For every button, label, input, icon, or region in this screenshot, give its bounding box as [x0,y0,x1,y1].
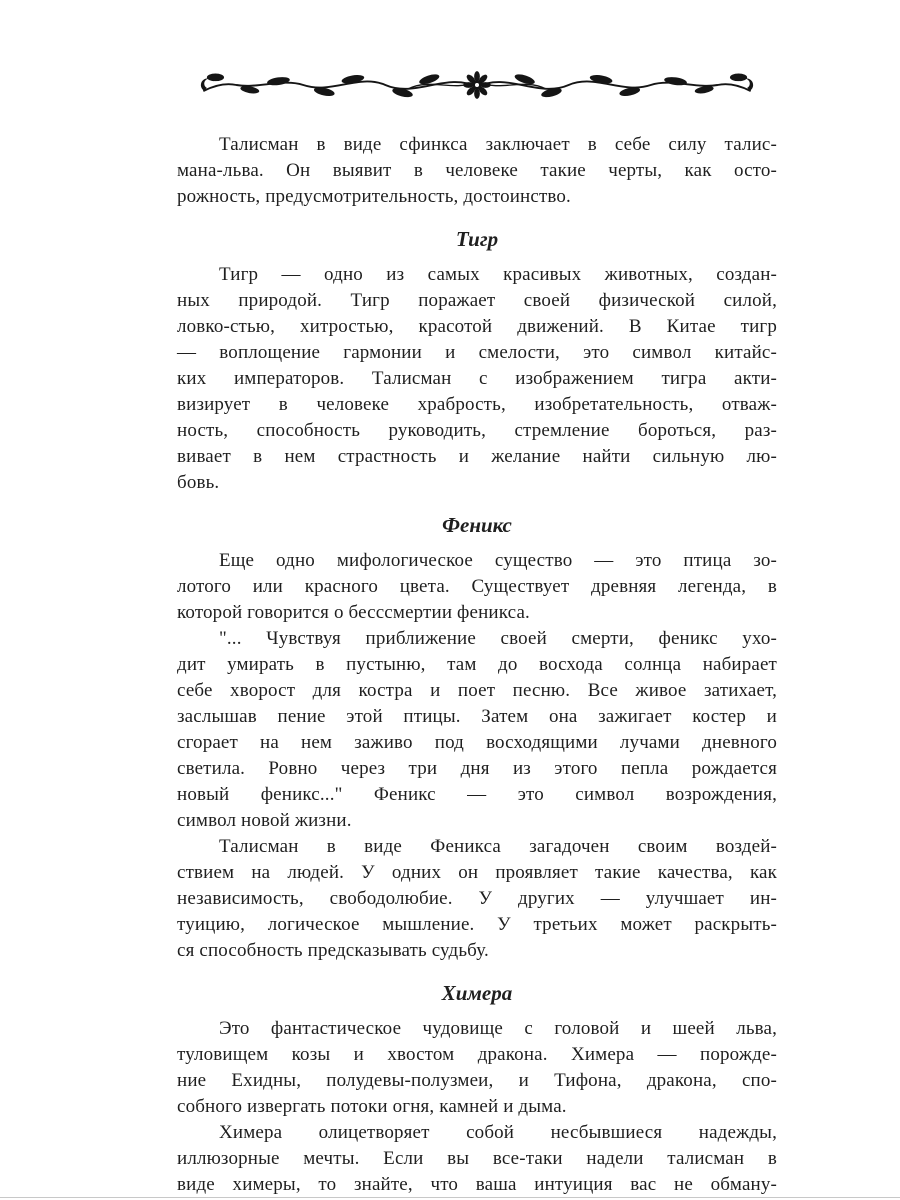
text-line: себе хворост для костра и поет песню. Все живое затихает, [177,680,777,701]
text-line: собного извергать потоки огня, камней и дыма. [177,1096,567,1117]
section-heading: Химера [441,981,513,1005]
text-line: светила. Ровно через три дня из этого пепла рождается [177,758,777,779]
text-line: "... Чувствуя приближение своей смерти, феникс ухо- [219,628,777,649]
text-line: ние Ехидны, полудевы-полузмеи, и Тифона, дракона, спо- [177,1070,777,1091]
paragraph [177,1120,777,1198]
text-line: иллюзорные мечты. Если вы все-таки надели талисман в [177,1148,777,1169]
text-line: ловко-стью, хитростью, красотой движений. В Китае тигр [177,316,777,337]
section-heading: Тигр [455,227,499,251]
text-line: вивает в нем страстность и желание найти сильную лю- [177,446,777,467]
page-edge-line [0,1197,900,1198]
text-line: Еще одно мифологическое существо — это птица зо- [219,550,777,571]
page-body [177,64,777,1198]
text-line: рожность, предусмотрительность, достоинство. [177,186,571,207]
text-line: ных природой. Тигр поражает своей физической силой, [177,290,777,311]
text-line: сгорает на нем заживо под восходящими лучами дневного [177,732,777,753]
text-line: заслышав пение этой птицы. Затем она зажигает костер и [177,706,777,727]
text-line: туловищем козы и хвостом дракона. Химера — порожде- [177,1044,777,1065]
section-heading: Феникс [442,513,512,537]
paragraph [177,548,777,626]
text-line: виде химеры, то знайте, что ваша интуиция вас не обману- [177,1174,777,1195]
text-line: лотого или красного цвета. Существует древняя легенда, в [177,576,777,597]
text-line: Тигр — одно из самых красивых животных, создан- [219,264,777,285]
paragraph [177,132,777,210]
text-line: бовь. [177,472,220,493]
text-line: новый феникс..." Феникс — это символ возрождения, [177,784,777,805]
text-line: ствием на людей. У одних он проявляет такие качества, как [177,862,777,883]
text-line: туицию, логическое мышление. У третьих может раскрыть- [177,914,777,935]
text-line: Это фантастическое чудовище с головой и шеей льва, [219,1018,777,1039]
text-line: мана-льва. Он выявит в человеке такие черты, как осто- [177,160,777,181]
text-line: которой говорится о бесссмертии феникса. [177,602,530,623]
text-line: Талисман в виде сфинкса заключает в себе силу талис- [219,134,777,155]
text-line: дит умирать в пустыню, там до восхода солнца набирает [177,654,777,675]
paragraph [177,1016,777,1120]
text-line: Талисман в виде Феникса загадочен своим воздей- [219,836,777,857]
paragraph [177,834,777,964]
text-line: символ новой жизни. [177,810,352,831]
paragraph [177,262,777,496]
text-line: ких императоров. Талисман с изображением тигра акти- [177,368,777,389]
text-line: Химера олицетворяет собой несбывшиеся надежды, [219,1122,777,1143]
text-line: — воплощение гармонии и смелости, это символ китайс- [177,342,777,363]
floral-ornament-icon [178,64,776,106]
page-text [177,132,777,1198]
text-line: ся способность предсказывать судьбу. [177,940,489,961]
text-line: независимость, свободолюбие. У других — улучшает ин- [177,888,777,909]
text-line: визирует в человеке храбрость, изобретательность, отваж- [177,394,777,415]
paragraph [177,626,777,834]
text-line: ность, способность руководить, стремление бороться, раз- [177,420,777,441]
